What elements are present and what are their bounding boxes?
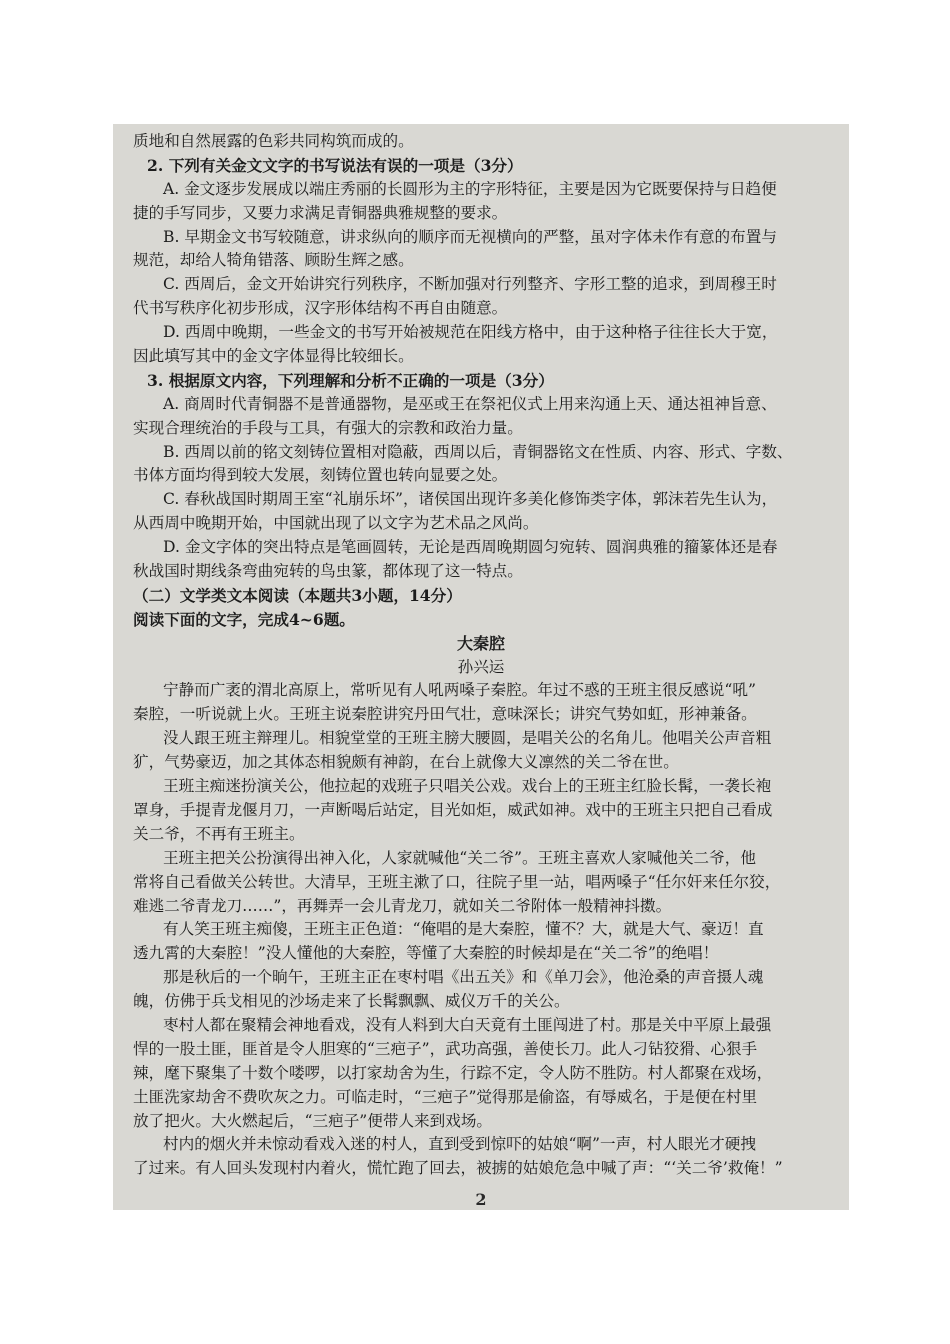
text-line: 辣，麾下聚集了十数个喽啰，以打家劫舍为生，行踪不定，令人防不胜防。村人都聚在戏场，: [133, 1063, 773, 1082]
text-line: 规范，却给人犄角错落、顾盼生辉之感。: [133, 251, 414, 270]
text-line: 关二爷，不再有王班主。: [133, 824, 305, 843]
text-line: 阅读下面的文字，完成4~6题。: [133, 609, 355, 629]
text-line: 常将自己看做关公转世。大清早，王班主漱了口，往院子里一站，唱两嗓子“任尔奸来任尔狡，: [133, 872, 781, 891]
text-line: 悍的一股土匪，匪首是令人胆寒的“三疤子”，武功高强，善使长刀。此人刁钻狡猾、心狠手: [133, 1039, 758, 1058]
text-line: 透九霄的大秦腔！”没人懂他的大秦腔，等懂了大秦腔的时候却是在“关二爷”的绝唱！: [133, 944, 719, 963]
text-line: 从西周中晚期开始，中国就出现了以文字为艺术品之风尚。: [133, 514, 539, 533]
text-line: 秋战国时期线条弯曲宛转的鸟虫篆，都体现了这一特点。: [133, 562, 523, 581]
text-line: A. 金文逐步发展成以端庄秀丽的长圆形为主的字形特征，主要是因为它既要保持与日趋便: [163, 179, 777, 198]
text-line: 枣村人都在聚精会神地看戏，没有人料到大白天竟有土匪闯进了村。那是关中平原上最强: [163, 1015, 772, 1034]
text-line: 那是秋后的一个晌午，王班主正在枣村唱《出五关》和《单刀会》，他沧桑的声音摄人魂: [163, 968, 764, 987]
text-line: 了过来。有人回头发现村内着火，慌忙跑了回去，被掳的姑娘危急中喊了声：“‘关二爷’救俺！”: [133, 1159, 783, 1178]
text-line: 王班主把关公扮演得出神入化，人家就喊他“关二爷”。王班主喜欢人家喊他关二爷，他: [163, 848, 756, 867]
text-line: 捷的手写同步，又要力求满足青铜器典雅规整的要求。: [133, 203, 508, 222]
text-line: 质地和自然展露的色彩共同构筑而成的。: [133, 132, 414, 150]
text-line: 书体方面均得到较大发展，刻铸位置也转向显要之处。: [133, 466, 508, 485]
text-line: 土匪洗家劫舍不费吹灰之力。可临走时，“三疤子”觉得那是偷盗，有辱威名，于是便在村里: [133, 1087, 758, 1106]
text-line: 没人跟王班主辩理儿。相貌堂堂的王班主膀大腰圆，是唱关公的名角儿。他唱关公声音粗: [163, 729, 772, 748]
text-line: 3. 根据原文内容，下列理解和分析不正确的一项是（3分）: [147, 370, 554, 390]
text-line: 实现合理统治的手段与工具，有强大的宗教和政治力量。: [133, 418, 523, 437]
text-line: 宁静而广袤的渭北高原上，常听见有人吼两嗓子秦腔。年过不惑的王班主很反感说“吼”: [163, 681, 756, 700]
text-line: D. 金文字体的突出特点是笔画圆转，无论是西周晚期圆匀宛转、圆润典雅的籀篆体还是春: [163, 538, 778, 557]
text-line: 魄，仿佛于兵戈相见的沙场走来了长髯飘飘、威仪万千的关公。: [133, 992, 570, 1011]
text-line: 大秦腔: [456, 633, 505, 653]
text-line: B. 西周以前的铭文刻铸位置相对隐蔽，西周以后，青铜器铭文在性质、内容、形式、字数、: [163, 442, 793, 461]
text-line: 王班主痴迷扮演关公，他拉起的戏班子只唱关公戏。戏台上的王班主红脸长髯，一袭长袍: [163, 777, 772, 796]
scanned-page: [113, 124, 849, 1210]
text-line: 有人笑王班主痴傻，王班主正色道：“俺唱的是大秦腔，懂不？大，就是大气、豪迈！直: [163, 920, 764, 939]
text-line: D. 西周中晚期，一些金文的书写开始被规范在阳线方格中，由于这种格子往往长大于宽，: [163, 323, 778, 342]
text-line: 因此填写其中的金文字体显得比较细长。: [133, 347, 414, 366]
text-line: A. 商周时代青铜器不是普通器物，是巫或王在祭祀仪式上用来沟通上天、通达祖神旨意、: [163, 394, 777, 413]
text-line: 2. 下列有关金文文字的书写说法有误的一项是（3分）: [147, 155, 523, 175]
page-number: 2: [475, 1190, 487, 1209]
text-line: 难逃二爷青龙刀……”，再舞弄一会儿青龙刀，就如关二爷附体一般精神抖擞。: [133, 896, 672, 915]
text-line: 代书写秩序化初步形成，汉字形体结构不再自由随意。: [133, 299, 508, 318]
text-line: 放了把火。大火燃起后，“三疤子”便带人来到戏场。: [133, 1111, 493, 1130]
text-line: 孙兴运: [457, 657, 505, 676]
text-line: 村内的烟火并未惊动看戏入迷的村人，直到受到惊吓的姑娘“啊”一声，村人眼光才硬拽: [163, 1135, 756, 1154]
text-line: C. 春秋战国时期周王室“礼崩乐坏”，诸侯国出现许多美化修饰类字体，郭沫若先生认为，: [163, 490, 778, 509]
text-line: （二）文学类文本阅读（本题共3小题，14分）: [133, 585, 462, 605]
text-line: 罩身，手提青龙偃月刀，一声断喝后站定，目光如炬，威武如神。戏中的王班主只把自己看成: [133, 800, 773, 819]
text-line: 秦腔，一听说就上火。王班主说秦腔讲究丹田气壮，意味深长；讲究气势如虹，形神兼备。: [133, 705, 757, 724]
text-line: B. 早期金文书写较随意，讲求纵向的顺序而无视横向的严整，虽对字体未作有意的布置与: [163, 227, 777, 246]
text-line: 犷，气势豪迈，加之其体态相貌颇有神韵，在台上就像大义凛然的关二爷在世。: [133, 753, 679, 772]
text-line: C. 西周后，金文开始讲究行列秩序，不断加强对行列整齐、字形工整的追求，到周穆王时: [163, 275, 777, 294]
page-text: [133, 130, 829, 1181]
